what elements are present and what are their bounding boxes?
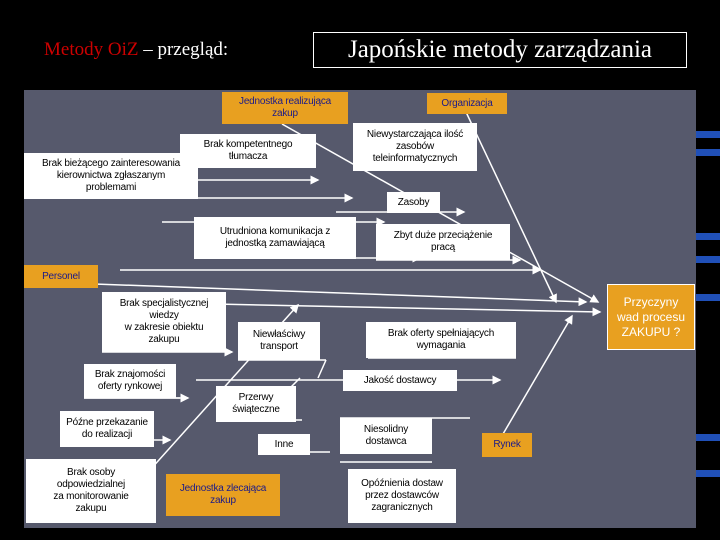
category-jednostka-zlecajaca: Jednostka zlecająca zakup: [166, 474, 280, 516]
cause-zasoby: Zasoby: [387, 192, 440, 213]
cause-brak-specjalistycznej: Brak specjalistycznej wiedzy w zakresie obiektu zakupu: [102, 292, 226, 352]
title-suffix: – przegląd:: [138, 39, 229, 60]
category-inne: Inne: [258, 434, 310, 455]
cause-opoznienia: Opóźnienia dostaw przez dostawców zagranicznych: [348, 469, 456, 523]
cause-line: [318, 360, 326, 378]
cause-utrudniona: Utrudniona komunikacja z jednostką zamawiającą: [194, 217, 356, 259]
cause-brak-kompetentnego: Brak kompetentnego tłumacza: [180, 134, 316, 168]
effect-box: Przyczyny wad procesu ZAKUPU ?: [607, 284, 695, 350]
category-organizacja: Organizacja: [427, 93, 507, 114]
cause-brak-osoby: Brak osoby odpowiedzialnej za monitorowanie zakupu: [26, 459, 156, 523]
category-jednostka-realizujaca: Jednostka realizująca zakup: [222, 92, 348, 124]
category-personel: Personel: [24, 265, 98, 288]
title-prefix: Metody OiZ: [44, 39, 139, 60]
cause-niewystarczajaca: Niewystarczająca ilość zasobów teleinformatycznych: [353, 123, 477, 171]
cause-brak-biezacego: Brak bieżącego zainteresowania kierownictwa zgłaszanym problemami: [24, 153, 198, 199]
category-rynek: Rynek: [482, 433, 532, 457]
cause-zbyt-duze: Zbyt duże przeciążenie pracą: [376, 224, 510, 260]
branch-line: [466, 112, 556, 302]
cause-brak-znajomosci: Brak znajomości oferty rynkowej: [84, 364, 176, 398]
page-subtitle: Japońskie metody zarządzania: [313, 32, 687, 68]
cause-brak-oferty: Brak oferty spełniających wymagania: [366, 322, 516, 358]
cause-pozne: Późne przekazanie do realizacji: [60, 411, 154, 447]
cause-niewlasciwy: Niewłaściwy transport: [238, 322, 320, 360]
cause-jakosc: Jakość dostawcy: [343, 370, 457, 391]
cause-niesolidny: Niesolidny dostawca: [340, 418, 432, 454]
cause-przerwy: Przerwy świąteczne: [216, 386, 296, 422]
